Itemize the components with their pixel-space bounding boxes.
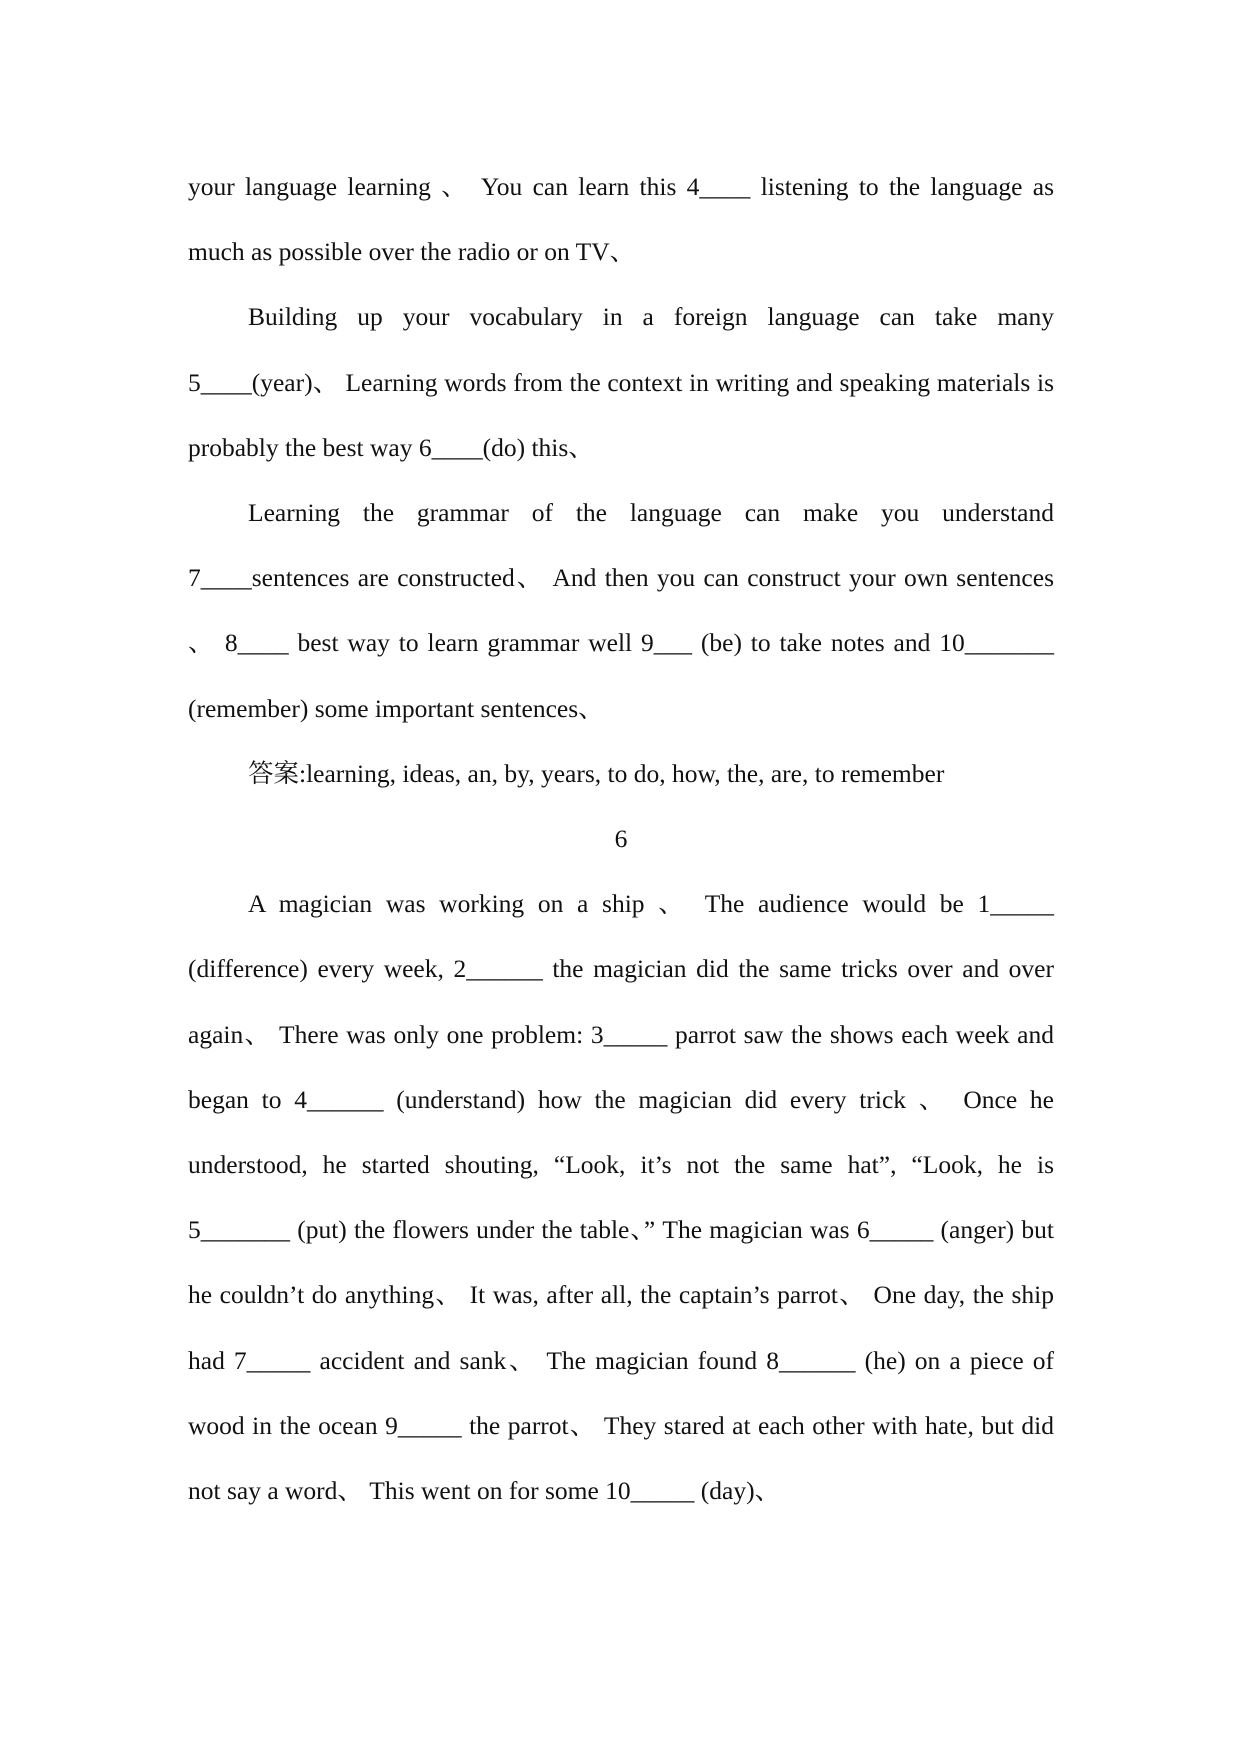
paragraph-vocabulary: Building up your vocabulary in a foreign language can take many 5____(year)、 Learning words from the context in writing and speaking materials is probably the best way 6____(do) this、 <box>188 302 1054 462</box>
paragraph-language-learning-end: your language learning 、 You can learn this 4____ listening to the language as much as possible over the radio or on TV、 <box>188 172 1054 267</box>
answer-key: 答案:learning, ideas, an, by, years, to do, how, the, are, to remember <box>248 758 945 788</box>
paragraph-grammar: Learning the grammar of the language can make you understand 7____sentences are constructed、 And then you can construct your own sentences 、 8____ best way to learn grammar well 9___ (be) to take notes and 10_______ (remember) some important sentences、 <box>188 498 1054 723</box>
document-page <box>188 154 1054 1523</box>
section-number: 6 <box>614 824 628 854</box>
paragraph-magician-story: A magician was working on a ship 、 The audience would be 1_____ (difference) every week, 2______ the magician did the same tricks over and over again、 There was only one problem: 3_____ parrot saw the shows each week and began to 4______ (understand) how the magician did every trick 、 Once he understood, he started shouting, “Look, it’s not the same hat”, “Look, he is 5_______ (put) the flowers under the table、” The magician was 6_____ (anger) but he couldn’t do anything、 It was, after all, the captain’s parrot、 One day, the ship had 7_____ accident and sank、 The magician found 8______ (he) on a piece of wood in the ocean 9_____ the parrot、 They stared at each other with hate, but did not say a word、 This went on for some 10_____ (day)、 <box>188 889 1054 1506</box>
